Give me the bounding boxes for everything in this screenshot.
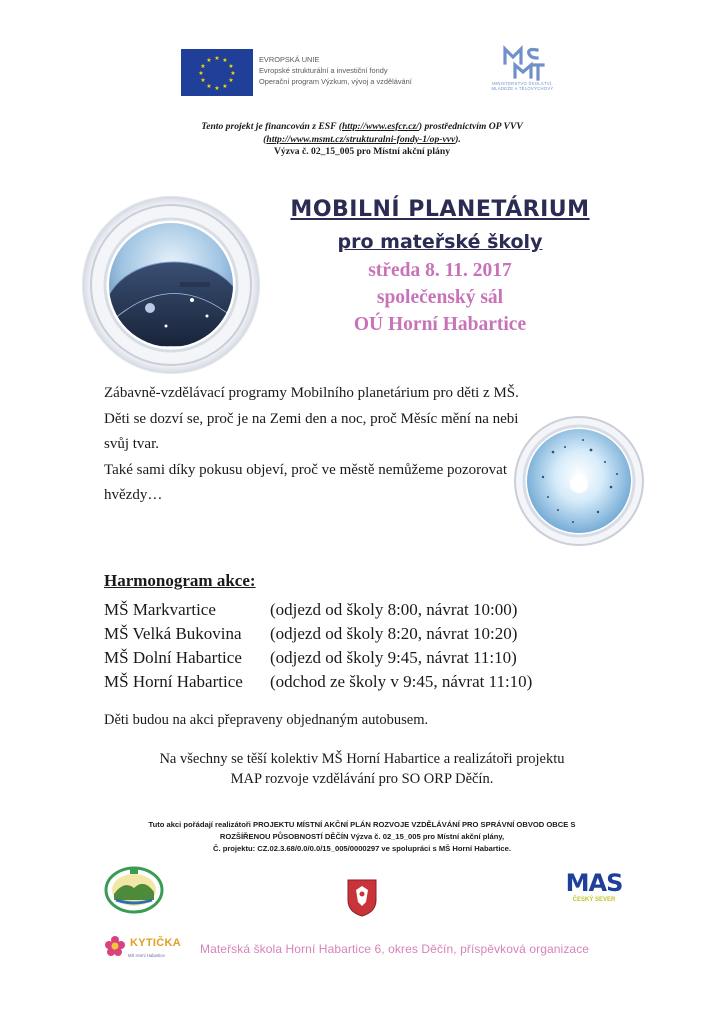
mas-labske-skaly-icon	[104, 866, 164, 914]
organizer-note	[80, 819, 644, 856]
schedule-school: MŠ Dolní Habartice	[104, 648, 242, 667]
schedule-time: (odjezd od školy 8:00, návrat 10:00)	[270, 600, 518, 619]
kyticka-name: KYTIČKA	[130, 937, 181, 949]
schedule-list	[104, 598, 584, 694]
svg-text:★: ★	[228, 63, 234, 70]
organizer-line: Tuto akci pořádají realizátoři PROJEKTU MÍSTNÍ AKČNÍ PLÁN ROZVOJE VZDĚLÁVÁNÍ PRO SPRÁVNÍ OBVOD OBCE S	[148, 820, 576, 829]
sub-title: pro mateřské školy	[337, 231, 543, 253]
svg-text:★: ★	[214, 85, 220, 92]
funding-statement	[100, 121, 624, 159]
bus-note: Děti budou na akci přepraveny objednaným autobusem.	[104, 712, 429, 728]
eu-program-text	[259, 54, 459, 87]
flower-icon	[103, 934, 127, 958]
msmt-logo	[470, 45, 575, 100]
schedule-time: (odchod ze školy v 9:45, návrat 11:10)	[270, 672, 533, 691]
funding-paren-close: ).	[455, 133, 461, 145]
eu-flag-logo	[181, 49, 253, 96]
mas-labske-skaly-logo	[104, 866, 164, 914]
schedule-time: (odjezd od školy 9:45, návrat 11:10)	[270, 648, 517, 667]
svg-text:★: ★	[198, 70, 204, 77]
closing-text	[100, 749, 624, 789]
intro-paragraph: Děti se dozví se, proč je na Zemi den a noc, proč Měsíc mění na nebi svůj tvar.	[104, 410, 519, 452]
closing-line: MAP rozvoje vzdělávání pro SO ORP Děčín.	[230, 771, 494, 787]
funding-paren-open: (	[263, 133, 267, 145]
msmt-line: MINISTERSTVO ŠKOLSTVÍ,	[492, 81, 553, 86]
event-place: společenský sál	[376, 287, 504, 308]
schedule-school: MŠ Velká Bukovina	[104, 624, 242, 643]
school-footer: Mateřská škola Horní Habartice 6, okres Děčín, příspěvková organizace	[200, 942, 590, 956]
organizer-line: ROZŠÍŘENOU PŮSOBNOSTÍ DĚČÍN Výzva č. 02_15_005 pro Místní akční plány,	[219, 832, 505, 842]
esf-link[interactable]: http://www.esfcr.cz/	[341, 121, 419, 132]
kyticka-sub: MŠ Horní Habartice	[128, 953, 165, 958]
event-date: středa 8. 11. 2017	[368, 260, 512, 281]
coat-of-arms-icon	[346, 878, 378, 918]
eu-line: Operační program Výzkum, vývoj a vzdělávání	[259, 77, 412, 86]
main-title: MOBILNÍ PLANETÁRIUM	[290, 197, 590, 222]
svg-text:★: ★	[228, 77, 234, 84]
svg-text:★: ★	[206, 57, 212, 64]
event-venue: OÚ Horní Habartice	[353, 314, 527, 335]
svg-text:★: ★	[222, 83, 228, 90]
funding-prefix: Tento projekt je financován z ESF (	[201, 121, 342, 132]
svg-text:★: ★	[214, 55, 220, 62]
eu-line: Evropské strukturální a investiční fondy	[259, 66, 388, 75]
mas-cesky-sever-logo	[564, 870, 624, 914]
svg-text:★: ★	[206, 83, 212, 90]
schedule-row	[104, 598, 584, 622]
msmt-line: MLÁDEŽE A TĚLOVÝCHOVY	[491, 86, 554, 91]
schedule-row	[104, 622, 584, 646]
funding-middle: ) prostřednictvím OP VVV	[418, 121, 523, 132]
schedule-row	[104, 670, 584, 694]
intro-text	[104, 381, 524, 509]
night-sky-image	[513, 392, 645, 570]
mas-cesky-sever-title: MAS	[565, 869, 623, 897]
schedule-title: Harmonogram akce:	[104, 571, 256, 590]
eu-line: EVROPSKÁ UNIE	[259, 55, 320, 64]
intro-paragraph: Zábavně-vzdělávací programy Mobilního planetárium pro děti z MŠ.	[104, 385, 519, 401]
svg-text:★: ★	[222, 57, 228, 64]
svg-text:★: ★	[200, 63, 206, 70]
planetarium-dome-image	[82, 196, 260, 374]
msmt-emblem-icon	[501, 45, 545, 81]
schedule-school: MŠ Horní Habartice	[104, 672, 243, 691]
mas-cesky-sever-sub: ČESKÝ SEVER	[572, 897, 616, 903]
intro-paragraph: Také sami díky pokusu objeví, proč ve městě nemůžeme pozorovat hvězdy…	[104, 461, 508, 503]
closing-line: Na všechny se těší kolektiv MŠ Horní Habartice a realizátoři projektu	[159, 751, 565, 767]
schedule-row	[104, 646, 584, 670]
event-title-block	[255, 193, 625, 338]
eu-stars-icon	[181, 49, 253, 96]
schedule-time: (odjezd od školy 8:20, návrat 10:20)	[270, 624, 518, 643]
svg-text:★: ★	[200, 77, 206, 84]
msmt-link[interactable]: http://www.msmt.cz/strukturalni-fondy-1/op-vvv	[266, 133, 456, 145]
schedule-school: MŠ Markvartice	[104, 600, 216, 619]
svg-text:★: ★	[230, 70, 236, 77]
municipal-crest	[346, 878, 378, 918]
funding-call: Výzva č. 02_15_005 pro Místní akční plány	[274, 146, 450, 157]
organizer-line: Č. projektu: CZ.02.3.68/0.0/0.0/15_005/0000297 ve spolupráci s MŠ Horní Habartice.	[213, 844, 511, 854]
